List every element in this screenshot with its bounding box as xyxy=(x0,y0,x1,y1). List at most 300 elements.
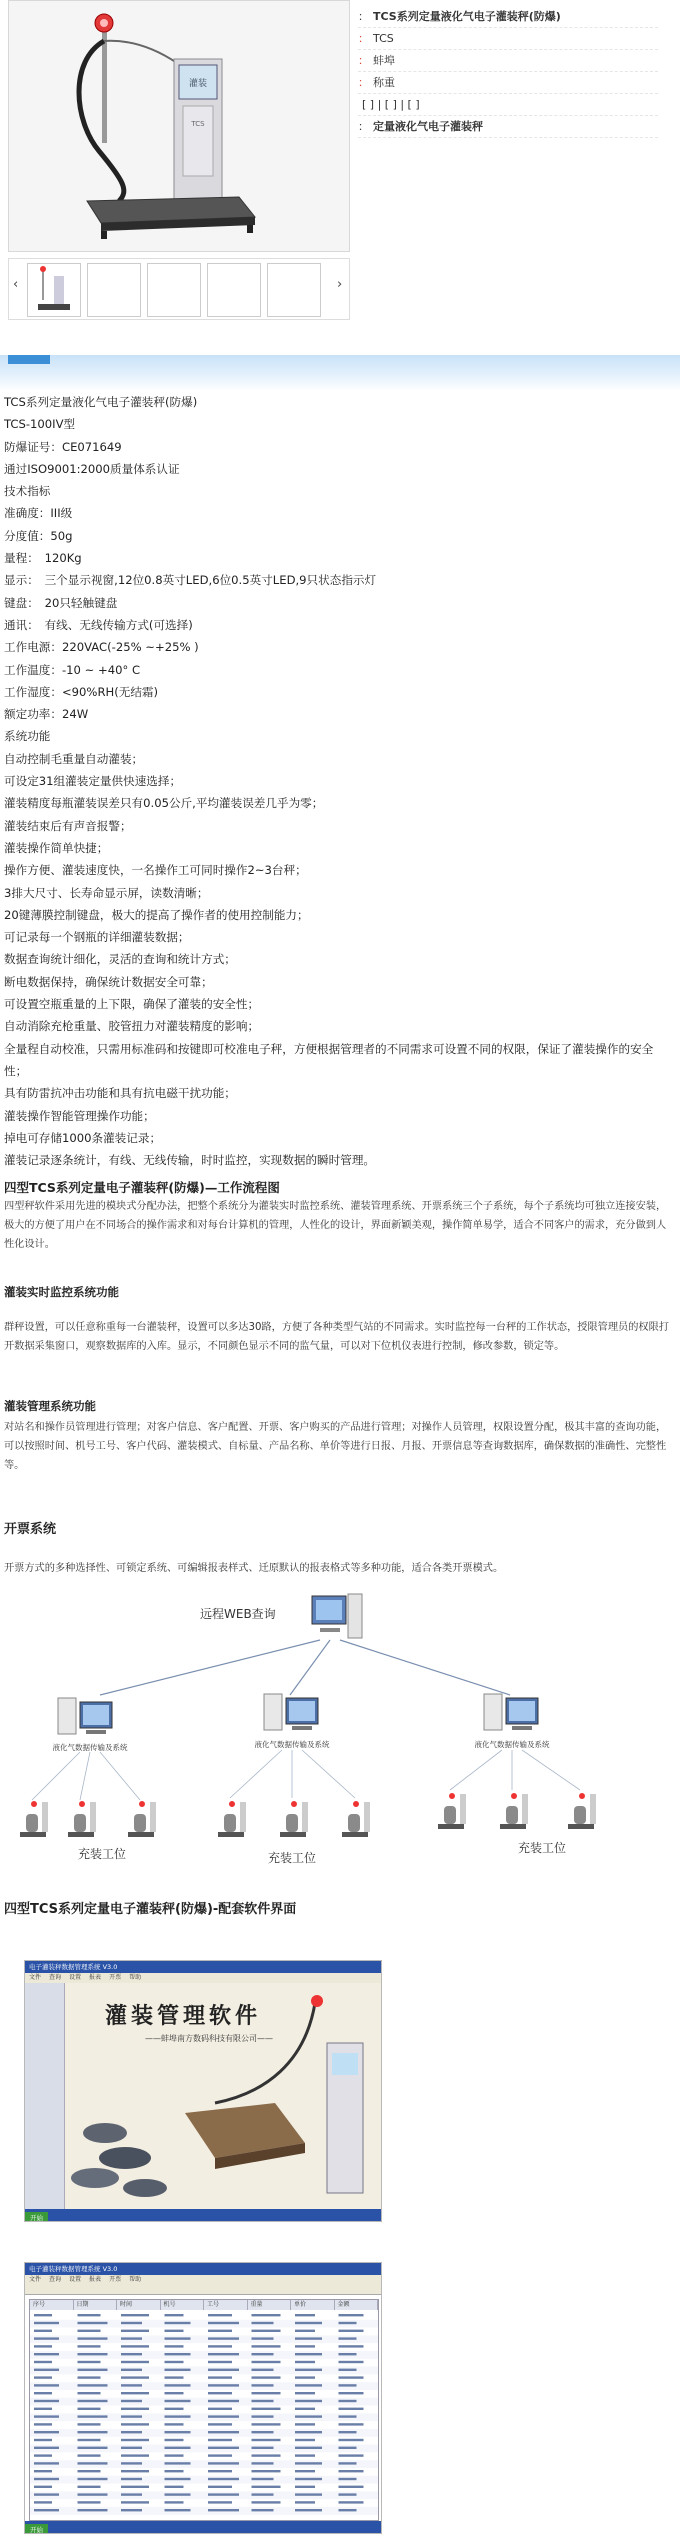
table-cell-text xyxy=(165,2353,191,2355)
product-info-row xyxy=(358,116,658,138)
table-cell-text xyxy=(121,2369,142,2371)
table-cell-text xyxy=(208,2353,239,2355)
table-cell-text xyxy=(208,2486,232,2488)
table-cell-text xyxy=(295,2400,322,2402)
table-cell-text xyxy=(252,2384,274,2386)
table-cell-text xyxy=(121,2361,149,2363)
table-cell-text xyxy=(78,2501,101,2503)
spec-line: 20键薄膜控制键盘，极大的提高了操作者的使用控制能力； xyxy=(4,907,309,922)
table-cell-text xyxy=(295,2408,315,2410)
spec-line: 自动控制毛重量自动灌装； xyxy=(4,751,144,766)
station-2-computer-icon xyxy=(264,1694,318,1730)
table-cell-text xyxy=(165,2330,184,2332)
window1-taskbar xyxy=(25,2209,382,2221)
thumbnail-5[interactable] xyxy=(267,263,321,317)
table-cell-text xyxy=(295,2509,322,2511)
table-cell-text xyxy=(165,2400,191,2402)
table-cell-text xyxy=(121,2415,142,2417)
info-row-prefix: ： xyxy=(358,32,369,45)
table-cell-text xyxy=(295,2314,315,2316)
table-cell-text xyxy=(295,2361,315,2363)
table-cell-text xyxy=(121,2501,149,2503)
table-cell-text xyxy=(252,2322,274,2324)
table-cell-text xyxy=(165,2376,184,2378)
table-cell-text xyxy=(121,2322,142,2324)
spec-line: 灌装结束后有声音报警； xyxy=(4,818,132,833)
table-cell-text xyxy=(165,2361,184,2363)
menu-item[interactable]: 文件 xyxy=(29,1974,42,1981)
table-cell-text xyxy=(252,2408,281,2410)
spec-line: 灌装记录逐条统计，有线、无线传输，时时监控，实现数据的瞬时管理。 xyxy=(4,1153,376,1168)
table-cell-text xyxy=(121,2478,142,2480)
table-cell-text xyxy=(295,2322,322,2324)
product-info-row xyxy=(358,28,658,50)
product-info-row xyxy=(358,6,658,28)
table-cell-text xyxy=(339,2431,357,2433)
table-cell-text xyxy=(78,2369,108,2371)
menu-item[interactable]: 查询 xyxy=(49,1974,62,1981)
table-cell-text xyxy=(339,2384,357,2386)
table-cell-text xyxy=(339,2337,357,2339)
table-cell-text xyxy=(252,2447,274,2449)
menu-item[interactable]: 开票 xyxy=(109,1974,122,1981)
table-cell-text xyxy=(208,2478,239,2480)
thumbs-next-button[interactable]: › xyxy=(337,277,343,292)
table-cell-text xyxy=(252,2400,274,2402)
thumbnail-3[interactable] xyxy=(147,263,201,317)
filling-scale-image xyxy=(9,1,350,252)
table-cell-text xyxy=(208,2400,239,2402)
table-cell-text xyxy=(121,2384,142,2386)
menu-item[interactable]: 文件 xyxy=(29,2276,42,2283)
menu-item[interactable]: 开票 xyxy=(109,2276,122,2283)
scale-screen-text: 灌装 xyxy=(188,79,208,89)
table-cell-text xyxy=(121,2470,149,2472)
table-cell-text xyxy=(165,2501,184,2503)
thumbnail-4[interactable] xyxy=(207,263,261,317)
software-screenshot-1[interactable] xyxy=(24,1960,382,2222)
spec-line: 断电数据保持，确保统计数据安全可靠； xyxy=(4,974,213,989)
table-cell-text xyxy=(339,2353,357,2355)
table-cell-text xyxy=(295,2369,322,2371)
workflow-diagram xyxy=(20,1590,640,1900)
table-cell-text xyxy=(339,2447,357,2449)
window1-canvas xyxy=(65,1983,382,2211)
table-cell-text xyxy=(34,2462,59,2464)
window2-start-button[interactable]: 开始 xyxy=(25,2524,48,2534)
menu-item[interactable]: 报表 xyxy=(89,1974,102,1981)
workstation-1-label: 充装工位 xyxy=(78,1847,127,1861)
table-cell-text xyxy=(78,2376,101,2378)
spec-list xyxy=(4,391,676,1171)
table-cell-text xyxy=(295,2384,322,2386)
workflow-diagram-svg xyxy=(20,1590,640,1900)
table-cell-text xyxy=(121,2447,142,2449)
table-cell-text xyxy=(165,2423,184,2425)
table-cell-text xyxy=(295,2337,322,2339)
scale-brand-label: TCS xyxy=(191,120,205,128)
table-cell-text xyxy=(165,2486,184,2488)
table-cell-text xyxy=(34,2478,59,2480)
window2-toolbar xyxy=(25,2285,381,2295)
table-cell-text xyxy=(295,2392,315,2394)
table-cell-text xyxy=(34,2400,59,2402)
table-cell-text xyxy=(121,2493,142,2495)
table-cell-text xyxy=(34,2330,52,2332)
table-cell-text xyxy=(165,2454,184,2456)
table-cell-text xyxy=(34,2439,52,2441)
spec-line: 键盘： 20只轻触键盘 xyxy=(4,595,118,610)
product-main-photo[interactable] xyxy=(8,0,350,252)
station-3-label: 液化气数据传输及系统 xyxy=(474,1740,550,1749)
table-cell-text xyxy=(295,2423,315,2425)
spec-line: 灌装操作简单快捷； xyxy=(4,840,109,855)
spec-line: 通讯： 有线、无线传输方式(可选择) xyxy=(4,617,193,632)
table-cell-text xyxy=(121,2486,149,2488)
table-cell-text xyxy=(78,2400,108,2402)
table-cell-text xyxy=(165,2337,191,2339)
table-cell-text xyxy=(34,2486,52,2488)
table-cell-text xyxy=(339,2439,364,2441)
spec-line: 可记录每一个钢瓶的详细灌装数据； xyxy=(4,930,190,945)
spec-line: 显示： 三个显示视窗,12位0.8英寸LED,6位0.5英寸LED,9只状态指示灯 xyxy=(4,573,377,588)
table-cell-text xyxy=(78,2314,101,2316)
monitor-title: 灌装实时监控系统功能 xyxy=(4,1285,119,1299)
table-header-cell[interactable]: 序号 xyxy=(30,2300,74,2310)
spec-line: 工作湿度：<90%RH(无结霜) xyxy=(4,684,159,699)
table-cell-text xyxy=(295,2493,322,2495)
table-cell-text xyxy=(121,2408,149,2410)
table-cell-text xyxy=(78,2493,108,2495)
table-cell-text xyxy=(34,2493,59,2495)
table-cell-text xyxy=(208,2361,232,2363)
workstation-3-label: 充装工位 xyxy=(518,1841,567,1855)
window1-start-button[interactable]: 开始 xyxy=(25,2212,48,2222)
spec-line: 工作温度：-10 ~ +40° C xyxy=(4,662,141,677)
table-header-cell[interactable]: 日期 xyxy=(74,2300,118,2310)
table-cell-text xyxy=(339,2478,357,2480)
table-cell-text xyxy=(78,2322,108,2324)
table-cell-text xyxy=(34,2376,52,2378)
menu-item[interactable]: 帮助 xyxy=(129,1974,142,1981)
table-cell-text xyxy=(78,2470,101,2472)
table-cell-text xyxy=(165,2470,184,2472)
spec-line: 灌装操作智能管理操作功能； xyxy=(4,1108,155,1123)
spec-line: 技术指标 xyxy=(4,484,51,499)
spec-line: 通过ISO9001:2000质量体系认证 xyxy=(4,461,180,476)
station-3-computer-icon xyxy=(484,1694,538,1730)
table-cell-text xyxy=(295,2439,315,2441)
table-cell-text xyxy=(252,2376,281,2378)
table-cell-text xyxy=(295,2415,322,2417)
table-cell-text xyxy=(339,2330,364,2332)
table-cell-text xyxy=(295,2462,322,2464)
window1-title-bar: 电子灌装秤数据管理系统 V3.0 xyxy=(25,1961,381,1973)
table-cell-text xyxy=(165,2369,191,2371)
station-1-label: 液化气数据传输及系统 xyxy=(52,1743,128,1752)
spec-line: 额定功率：24W xyxy=(4,707,89,722)
spec-line: 全量程自动校准，只需用标准码和按键即可校准电子秤，方便根据管理者的不同需求可设置不同的权限，保证了灌装操作的安全性； xyxy=(4,1041,654,1078)
workstation-2-label: 充装工位 xyxy=(268,1851,317,1865)
window1-menu-bar xyxy=(25,1973,381,1983)
table-cell-text xyxy=(78,2462,108,2464)
table-cell-text xyxy=(34,2447,59,2449)
table-cell-text xyxy=(34,2337,59,2339)
spec-line: 工作电源：220VAC(-25% ~+25% ) xyxy=(4,640,199,655)
thumbnail-scale-icon xyxy=(28,264,80,316)
table-cell-text xyxy=(121,2454,149,2456)
table-cell-text xyxy=(165,2314,184,2316)
table-cell-text xyxy=(208,2423,232,2425)
table-cell-text xyxy=(208,2345,232,2347)
table-cell-text xyxy=(78,2447,108,2449)
table-cell-text xyxy=(165,2322,191,2324)
spec-line: 系统功能 xyxy=(4,729,51,744)
window2-title-bar: 电子灌装秤数据管理系统 V3.0 xyxy=(25,2263,381,2275)
table-header-cell[interactable]: 单价 xyxy=(291,2300,335,2310)
table-cell-text xyxy=(295,2376,315,2378)
app-title: 灌装管理软件 xyxy=(105,2003,262,2029)
table-cell-text xyxy=(34,2384,59,2386)
table-cell-text xyxy=(252,2470,281,2472)
info-row-text[interactable]: 称重 xyxy=(373,76,395,89)
table-cell-text xyxy=(339,2454,364,2456)
table-cell-text xyxy=(208,2454,232,2456)
table-cell-text xyxy=(121,2439,149,2441)
table-cell-text xyxy=(252,2369,274,2371)
info-row-prefix: ： xyxy=(358,76,369,89)
info-row-text[interactable]: 蚌埠 xyxy=(373,54,395,67)
table-cell-text xyxy=(252,2345,281,2347)
records-table-header xyxy=(30,2300,378,2310)
table-cell-text xyxy=(208,2439,232,2441)
table-cell-text xyxy=(165,2439,184,2441)
spec-line: 操作方便、灌装速度快，一名操作工可同时操作2~3台秤； xyxy=(4,863,307,878)
table-cell-text xyxy=(78,2509,108,2511)
table-cell-text xyxy=(252,2439,281,2441)
table-header-cell[interactable]: 时间 xyxy=(117,2300,161,2310)
workflow-heading: 四型TCS系列定量电子灌装秤(防爆)—工作流程图 xyxy=(4,1180,280,1195)
table-cell-text xyxy=(339,2322,357,2324)
table-cell-text xyxy=(34,2322,59,2324)
menu-item[interactable]: 帮助 xyxy=(129,2276,142,2283)
table-cell-text xyxy=(34,2454,52,2456)
spec-line: 灌装精度每瓶灌装误差只有0.05公斤,平均灌装误差几乎为零； xyxy=(4,796,324,811)
table-cell-text xyxy=(34,2408,52,2410)
table-cell-text xyxy=(252,2337,274,2339)
table-cell-text xyxy=(34,2361,52,2363)
table-cell-text xyxy=(208,2384,239,2386)
table-cell-text xyxy=(165,2509,191,2511)
table-cell-text xyxy=(339,2369,357,2371)
table-cell-text xyxy=(121,2400,142,2402)
ticket-body: 开票方式的多种选择性、可锁定系统、可编辑报表样式、迁原默认的报表格式等多种功能，适合各类开票模式。 xyxy=(4,1563,504,1574)
window2-taskbar xyxy=(25,2521,382,2533)
table-cell-text xyxy=(165,2408,184,2410)
table-cell-text xyxy=(78,2415,108,2417)
menu-item[interactable]: 设置 xyxy=(69,1974,82,1981)
ticket-title: 开票系统 xyxy=(4,1522,57,1537)
table-cell-text xyxy=(34,2369,59,2371)
info-row-text: TCS系列定量液化气电子灌装秤(防爆) xyxy=(373,10,561,23)
workstation-1-scales xyxy=(20,1801,156,1837)
spec-line: 可设置空瓶重量的上下限，确保了灌装的安全性； xyxy=(4,997,260,1012)
thumbnail-strip xyxy=(8,258,350,320)
menu-item[interactable]: 设置 xyxy=(69,2276,82,2283)
spec-line: 防爆证号：CE071649 xyxy=(4,439,122,454)
table-cell-text xyxy=(252,2392,281,2394)
table-cell-text xyxy=(295,2447,322,2449)
table-cell-text xyxy=(121,2462,142,2464)
table-cell-text xyxy=(34,2392,52,2394)
manage-title: 灌装管理系统功能 xyxy=(4,1399,96,1413)
table-cell-text xyxy=(121,2376,149,2378)
table-cell-text xyxy=(78,2408,101,2410)
records-table xyxy=(29,2299,379,2521)
table-cell-text xyxy=(252,2423,281,2425)
table-cell-text xyxy=(208,2470,232,2472)
info-row-prefix: ： xyxy=(358,54,369,67)
table-cell-text xyxy=(121,2330,149,2332)
app-subtitle: ——蚌埠南方数码科技有限公司—— xyxy=(145,2034,273,2043)
table-cell-text xyxy=(252,2509,274,2511)
table-cell-text xyxy=(339,2462,357,2464)
table-cell-text xyxy=(295,2454,315,2456)
spec-line: 自动消除充枪重量、胶管扭力对灌装精度的影响； xyxy=(4,1019,260,1034)
table-cell-text xyxy=(295,2478,322,2480)
info-row-text[interactable]: TCS xyxy=(373,32,394,45)
table-cell-text xyxy=(339,2501,364,2503)
table-cell-text xyxy=(252,2415,274,2417)
table-cell-text xyxy=(252,2314,281,2316)
table-cell-text xyxy=(78,2361,101,2363)
section-divider-band xyxy=(0,355,680,391)
table-cell-text xyxy=(252,2501,281,2503)
table-cell-text xyxy=(339,2423,364,2425)
table-cell-text xyxy=(78,2486,101,2488)
table-cell-text xyxy=(34,2431,59,2433)
table-cell-text xyxy=(78,2345,101,2347)
table-cell-text xyxy=(121,2337,142,2339)
table-header-cell[interactable]: 金额 xyxy=(335,2300,379,2310)
table-cell-text xyxy=(78,2337,108,2339)
thumbnail-2[interactable] xyxy=(87,263,141,317)
info-row-prefix: ： xyxy=(358,120,369,133)
table-cell-text xyxy=(252,2493,274,2495)
spec-line: 数据查询统计细化，灵活的查询和统计方式； xyxy=(4,952,236,967)
table-cell-text xyxy=(252,2462,274,2464)
table-cell-text xyxy=(208,2509,239,2511)
table-header-cell[interactable]: 重量 xyxy=(248,2300,292,2310)
station-1-computer-icon xyxy=(58,1698,112,1734)
menu-item[interactable]: 报表 xyxy=(89,2276,102,2283)
table-header-cell[interactable]: 工号 xyxy=(204,2300,248,2310)
spec-line: 掉电可存储1000条灌装记录； xyxy=(4,1130,162,1145)
table-cell-text xyxy=(208,2376,232,2378)
table-cell-text xyxy=(339,2392,364,2394)
table-cell-text xyxy=(121,2314,149,2316)
table-cell-text xyxy=(295,2470,315,2472)
table-cell-text xyxy=(121,2423,149,2425)
table-cell-text xyxy=(165,2345,184,2347)
table-cell-text xyxy=(339,2376,364,2378)
table-cell-text xyxy=(34,2509,59,2511)
table-cell-text xyxy=(252,2478,274,2480)
product-info-row xyxy=(358,72,658,94)
remote-web-label: 远程WEB查询 xyxy=(200,1607,276,1621)
table-cell-text xyxy=(295,2486,315,2488)
table-cell-text xyxy=(339,2470,364,2472)
spec-line: 可设定31组灌装定量供快速选择； xyxy=(4,774,182,789)
table-cell-text xyxy=(208,2322,239,2324)
table-cell-text xyxy=(78,2384,108,2386)
table-cell-text xyxy=(121,2345,149,2347)
info-row-text[interactable]: [ ] | [ ] | [ ] xyxy=(362,98,420,111)
info-row-text: 定量液化气电子灌装秤 xyxy=(373,120,483,133)
table-cell-text xyxy=(78,2353,108,2355)
table-cell-text xyxy=(208,2501,232,2503)
table-cell-text xyxy=(295,2330,315,2332)
table-cell-text xyxy=(121,2392,149,2394)
table-header-cell[interactable]: 机号 xyxy=(161,2300,205,2310)
workstation-2-scales xyxy=(218,1801,370,1837)
table-cell-text xyxy=(339,2314,364,2316)
software-screenshot-2[interactable] xyxy=(24,2262,382,2534)
table-cell-text xyxy=(78,2392,101,2394)
table-cell-text xyxy=(34,2501,52,2503)
table-cell-text xyxy=(252,2454,281,2456)
table-cell-text xyxy=(208,2392,232,2394)
table-cell-text xyxy=(252,2431,274,2433)
table-cell-text xyxy=(339,2408,364,2410)
table-cell-text xyxy=(165,2462,191,2464)
table-cell-text xyxy=(78,2454,101,2456)
manage-body: 对站名和操作员管理进行管理；对客户信息、客户配置、开票、客户购买的产品进行管理；对操作人员管理，权限设置分配，极其丰富的查询功能，可以按照时间、机号工号、客户代码、灌装模式、自标量、产品名称、单价等进行日报、月报、开票信息等查询数据库，确保数据的准确性、完整性等。 xyxy=(4,1422,667,1471)
table-cell-text xyxy=(121,2509,142,2511)
table-cell-text xyxy=(34,2345,52,2347)
table-cell-text xyxy=(165,2493,191,2495)
software-splash-illustration xyxy=(65,1983,382,2211)
table-cell-text xyxy=(252,2361,281,2363)
table-cell-text xyxy=(165,2478,191,2480)
spec-line: TCS系列定量液化气电子灌装秤(防爆) xyxy=(4,395,198,409)
table-cell-text xyxy=(78,2478,108,2480)
table-cell-text xyxy=(295,2431,322,2433)
spec-line: TCS-100IV型 xyxy=(4,417,76,432)
menu-item[interactable]: 查询 xyxy=(49,2276,62,2283)
table-cell-text xyxy=(121,2431,142,2433)
window1-sidebar xyxy=(25,1983,65,2211)
table-cell-text xyxy=(34,2415,59,2417)
table-cell-text xyxy=(295,2353,322,2355)
product-info-row xyxy=(358,94,658,116)
info-row-prefix: ： xyxy=(358,10,369,23)
table-cell-text xyxy=(339,2415,357,2417)
table-cell-text xyxy=(165,2384,191,2386)
table-cell-text xyxy=(208,2462,239,2464)
table-cell-text xyxy=(208,2337,239,2339)
thumbs-prev-button[interactable]: ‹ xyxy=(13,277,19,292)
table-cell-text xyxy=(165,2447,191,2449)
spec-line: 量程： 120Kg xyxy=(4,551,82,566)
product-info-panel xyxy=(358,6,658,138)
table-cell-text xyxy=(208,2330,232,2332)
remote-server-icon xyxy=(312,1594,362,1638)
table-cell-text xyxy=(339,2493,357,2495)
table-cell-text xyxy=(34,2314,52,2316)
thumbnail-1[interactable] xyxy=(27,263,81,317)
spec-line: 3排大尺寸、长寿命显示屏，读数清晰； xyxy=(4,885,209,900)
